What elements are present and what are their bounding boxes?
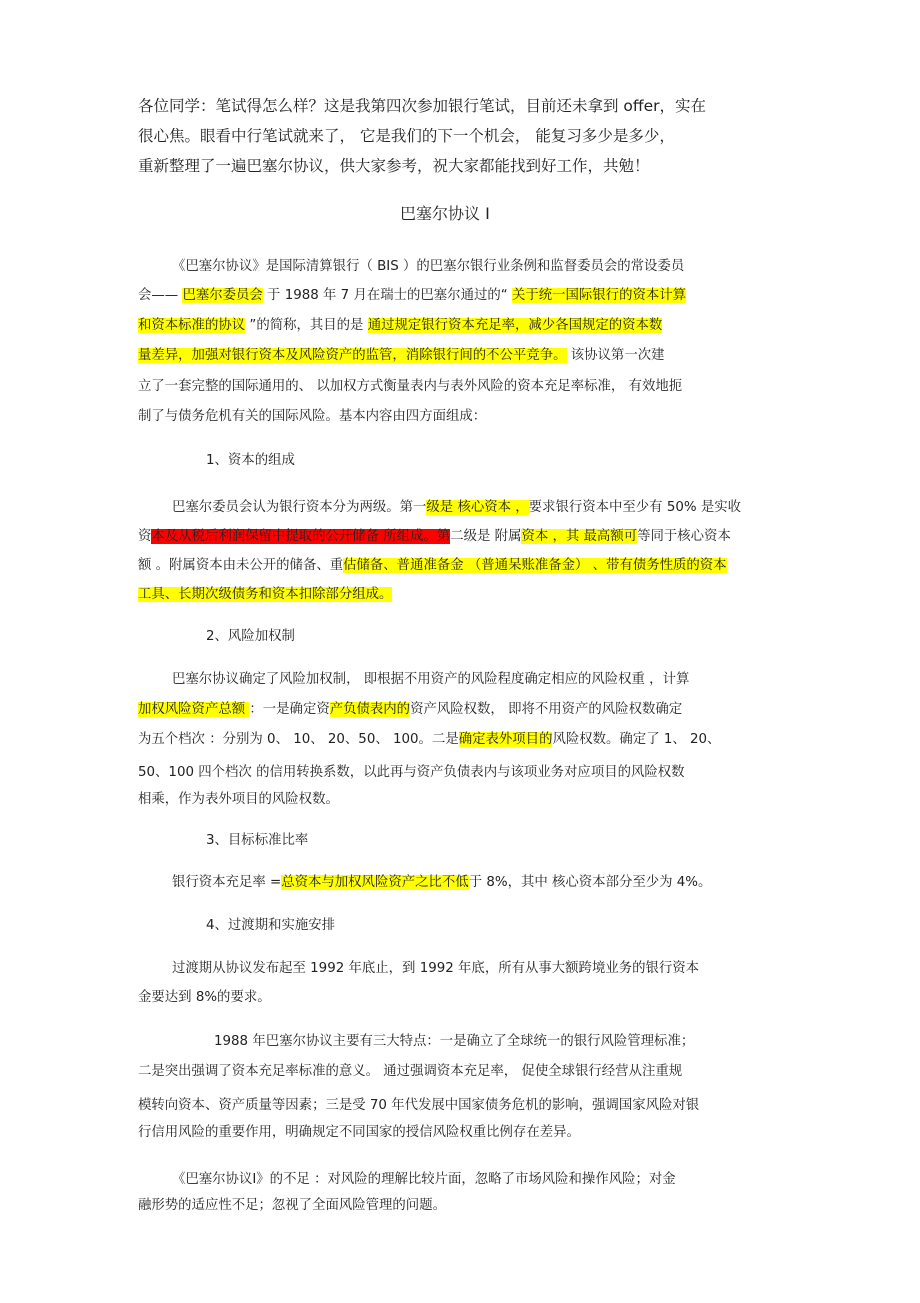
p3-line-1: 巴塞尔协议确定了风险加权制， 即根据不用资产的风险程度确定相应的风险权重 ，计算 <box>172 672 690 687</box>
p3-line-5: 相乘，作为表外项目的风险权数。 <box>138 792 339 807</box>
text: 风险权数。确定了 1、 20、 <box>552 732 721 747</box>
intro-line-2: 很心焦。眼看中行笔试就来了， 它是我们的下一个机会， 能复习多少是多少， <box>138 127 675 145</box>
text: 于 1988 年 7 月在瑞士的巴塞尔通过的“ <box>267 288 508 303</box>
section-heading-3: 3、目标标准比率 <box>206 833 309 848</box>
highlight: 确定表外项目的 <box>458 732 553 747</box>
highlight: 资本 ，其 最高额可 <box>521 529 638 544</box>
text: 要求银行资本中至少有 50% 是实收 <box>528 500 742 515</box>
text: 银行资本充足率 = <box>172 875 282 890</box>
text: 等同于核心资本 <box>637 529 731 544</box>
p1-line-6: 制了与债务危机有关的国际风险。基本内容由四方面组成： <box>138 409 487 424</box>
text: 额 。附属资本由未公开的储备、重 <box>138 558 344 573</box>
intro-line-1: 各位同学：笔试得怎么样？这是我第四次参加银行笔试，目前还未拿到 offer，实在 <box>138 97 707 115</box>
red-highlight: 本及从税后利润 <box>151 529 246 544</box>
text: 资 <box>138 529 152 544</box>
intro-line-3: 重新整理了一遍巴塞尔协议，供大家参考，祝大家都能找到好工作，共勉！ <box>138 157 650 175</box>
section-heading-2: 2、风险加权制 <box>206 629 295 644</box>
p6-line-2: 二是突出强调了资本充足率标准的意义。 通过强调资本充足率， 促使全球银行经营从注重规 <box>138 1064 683 1079</box>
p1-line-1: 《巴塞尔协议》是国际清算银行（ BIS ）的巴塞尔银行业条例和监督委员会的常设委员 <box>172 259 685 274</box>
highlight: 工具、长期次级债务和资本扣除部分组成。 <box>138 587 393 602</box>
p1-line-4 <box>138 347 665 364</box>
text: 于 8%，其中 核心资本部分至少为 4%。 <box>468 875 712 890</box>
text: 二级是 附属 <box>450 529 522 544</box>
highlight: 和资本标准的协议 <box>138 318 246 333</box>
text: 资产风险权数， 即将不用资产的风险权数确定 <box>410 702 683 717</box>
red-highlight: 保留中提取的公开储备 所组成。第 <box>245 529 451 544</box>
highlight: 量差异，加强对银行资本及风险资产的监管，消除银行间的不公平竞争。 <box>138 348 567 363</box>
highlight: 级是 核心资本 ， <box>426 500 529 515</box>
highlight: 关于统一国际银行的资本计算 <box>511 288 687 303</box>
highlight: 巴塞尔委员会 <box>182 288 263 303</box>
p2-line-3 <box>138 557 727 574</box>
p2-line-2 <box>138 528 731 545</box>
p5-line-2: 金要达到 8%的要求。 <box>138 990 271 1005</box>
p3-line-3 <box>138 731 720 748</box>
highlight: 加权风险资产总额 <box>138 702 250 717</box>
p1-line-2 <box>138 287 686 304</box>
p6-line-3: 模转向资本、资产质量等因素；三是受 70 年代发展中国家债务危机的影响，强调国家风险对银 <box>138 1098 700 1113</box>
section-heading-4: 4、过渡期和实施安排 <box>206 918 336 933</box>
section-heading-1: 1、资本的组成 <box>206 453 295 468</box>
text: 为五个档次 ：分别为 0、 10、 20、50、 100。二是 <box>138 732 459 747</box>
highlight: 总资本与加权风险资产之比不低 <box>281 875 469 890</box>
p6-line-4: 行信用风险的重要作用，明确规定不同国家的授信风险权重比例存在差异。 <box>138 1125 580 1140</box>
p6-line-1: 1988 年巴塞尔协议主要有三大特点：一是确立了全球统一的银行风险管理标准； <box>214 1034 695 1049</box>
text: ”的简称，其目的是 <box>249 318 364 333</box>
text: 巴塞尔委员会认为银行资本分为两级。第一 <box>172 500 427 515</box>
highlight: 通过规定银行资本充足率，减少各国规定的资本数 <box>367 318 663 333</box>
p7-line-2: 融形势的适应性不足；忽视了全面风险管理的问题。 <box>138 1198 446 1213</box>
p1-line-5: 立了一套完整的国际通用的、 以加权方式衡量表内与表外风险的资本充足率标准， 有效地扼 <box>138 379 683 394</box>
text: ：一是确定资 <box>249 702 330 717</box>
p2-line-4 <box>138 586 392 603</box>
p4-line-1 <box>172 874 711 891</box>
doc-title: 巴塞尔协议 Ⅰ <box>400 204 490 223</box>
text: 该协议第一次建 <box>570 348 665 363</box>
text: 会—— <box>138 288 179 303</box>
p3-line-4: 50、100 四个档次 的信用转换系数，以此再与资产负债表内与该项业务对应项目的风险权数 <box>138 765 685 780</box>
p7-line-1: 《巴塞尔协议Ⅰ》的不足 ：对风险的理解比较片面，忽略了市场风险和操作风险；对金 <box>172 1172 676 1187</box>
highlight: 估储备、普通准备金 （普通呆账准备金） 、带有债务性质的资本 <box>343 558 727 573</box>
highlight: 产负债表内的 <box>329 702 411 717</box>
p1-line-3 <box>138 317 662 334</box>
p3-line-2 <box>138 701 682 718</box>
p2-line-1 <box>172 499 741 516</box>
p5-line-1: 过渡期从协议发布起至 1992 年底止，到 1992 年底，所有从事大额跨境业务的银行资本 <box>172 961 700 976</box>
